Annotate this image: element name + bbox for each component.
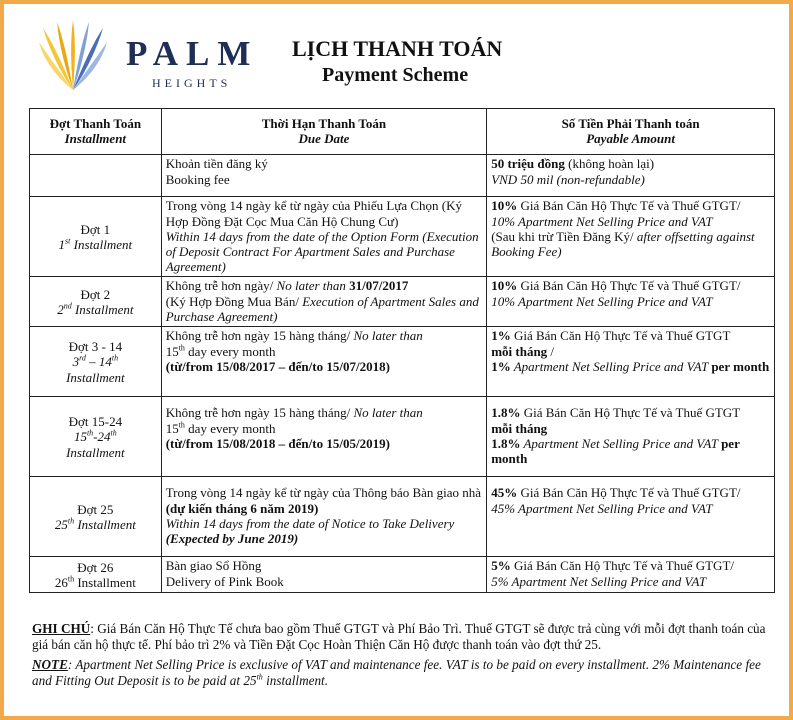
table-row	[30, 557, 775, 593]
table-row	[30, 155, 775, 197]
table-row	[30, 397, 775, 477]
due-date-cell: Không trễ hơn ngày 15 hàng tháng/ No later than 15th day every month (từ/from 15/08/2018 – đến/to 15/05/2019)	[161, 397, 487, 477]
installment-cell: Đợt 15-24 15th-24th Installment	[30, 397, 162, 477]
installment-cell: Đợt 25 25th Installment	[30, 477, 162, 557]
amount-cell: 50 triệu đồng (không hoàn lại) VND 50 mil (non-refundable)	[487, 155, 775, 197]
amount-cell: 5% Giá Bán Căn Hộ Thực Tế và Thuế GTGT/ 5% Apartment Net Selling Price and VAT	[487, 557, 775, 593]
installment-cell: Đợt 26 26th Installment	[30, 557, 162, 593]
note-en: NOTE: Apartment Net Selling Price is exclusive of VAT and maintenance fee. VAT is to be paid on every installment. 2% Maintenance fee and Fitting Out Deposit is to be paid at 25th installment.	[32, 657, 761, 688]
table-header-row	[30, 109, 775, 155]
table-row	[30, 197, 775, 277]
amount-cell: 1.8% Giá Bán Căn Hộ Thực Tế và Thuế GTGT mỗi tháng 1.8% Apartment Net Selling Price and VAT per month	[487, 397, 775, 477]
brand-subtitle: HEIGHTS	[152, 76, 232, 90]
amount-cell: 10% Giá Bán Căn Hộ Thực Tế và Thuế GTGT/ 10% Apartment Net Selling Price and VAT	[487, 277, 775, 327]
payment-table	[29, 108, 775, 593]
due-date-cell: Trong vòng 14 ngày kể từ ngày của Phiếu Lựa Chọn (Ký Hợp Đồng Đặt Cọc Mua Căn Hộ Chung Cư) Within 14 days from the date of the Option Form (Execution of Deposit Contract For Apartment Sales and Purchase Agreement)	[161, 197, 487, 277]
installment-cell	[30, 155, 162, 197]
due-date-cell: Bàn giao Sổ Hồng Delivery of Pink Book	[161, 557, 487, 593]
installment-cell: Đợt 2 2nd Installment	[30, 277, 162, 327]
notes-section	[32, 621, 772, 693]
due-date-cell: Không trễ hơn ngày/ No later than 31/07/2017 (Ký Hợp Đồng Mua Bán/ Execution of Apartment Sales and Purchase Agreement)	[161, 277, 487, 327]
amount-cell: 1% Giá Bán Căn Hộ Thực Tế và Thuế GTGT mỗi tháng / 1% Apartment Net Selling Price and VAT per month	[487, 327, 775, 397]
brand-name: PALM	[126, 34, 259, 73]
due-date-cell: Trong vòng 14 ngày kể từ ngày của Thông báo Bàn giao nhà (dự kiến tháng 6 năm 2019) Within 14 days from the date of Notice to Take Delivery (Expected by June 2019)	[161, 477, 487, 557]
table-row	[30, 327, 775, 397]
page-title-vi: LỊCH THANH TOÁN	[292, 36, 503, 61]
table-row	[30, 277, 775, 327]
header-due-date: Thời Hạn Thanh Toán Due Date	[161, 109, 487, 155]
header-payable-amount: Số Tiền Phải Thanh toán Payable Amount	[487, 109, 775, 155]
table-row	[30, 477, 775, 557]
palm-leaf-icon	[38, 20, 108, 92]
due-date-cell: Không trễ hơn ngày 15 hàng tháng/ No later than 15th day every month (từ/from 15/08/2017 – đến/to 15/07/2018)	[161, 327, 487, 397]
due-date-cell: Khoản tiền đăng ký Booking fee	[161, 155, 487, 197]
amount-cell: 10% Giá Bán Căn Hộ Thực Tế và Thuế GTGT/ 10% Apartment Net Selling Price and VAT (Sau khi trừ Tiền Đăng Ký/ after offsetting against Booking Fee)	[487, 197, 775, 277]
installment-cell: Đợt 3 - 14 3rd – 14th Installment	[30, 327, 162, 397]
amount-cell: 45% Giá Bán Căn Hộ Thực Tế và Thuế GTGT/ 45% Apartment Net Selling Price and VAT	[487, 477, 775, 557]
palm-heights-logo	[38, 20, 259, 92]
installment-cell: Đợt 1 1st Installment	[30, 197, 162, 277]
header	[4, 4, 789, 100]
note-vi: GHI CHÚ: Giá Bán Căn Hộ Thực Tế chưa bao gồm Thuế GTGT và Phí Bảo Trì. Thuế GTGT sẽ được trả cùng với mỗi đợt thanh toán của giá bán căn hộ thực tế. Phí bảo trì 2% và Tiền Đặt Cọc Hoàn Thiện Căn Hộ được thanh toán vào đợt thứ 25.	[32, 621, 766, 652]
header-installment: Đợt Thanh Toán Installment	[30, 109, 162, 155]
page-title-en: Payment Scheme	[322, 64, 469, 86]
